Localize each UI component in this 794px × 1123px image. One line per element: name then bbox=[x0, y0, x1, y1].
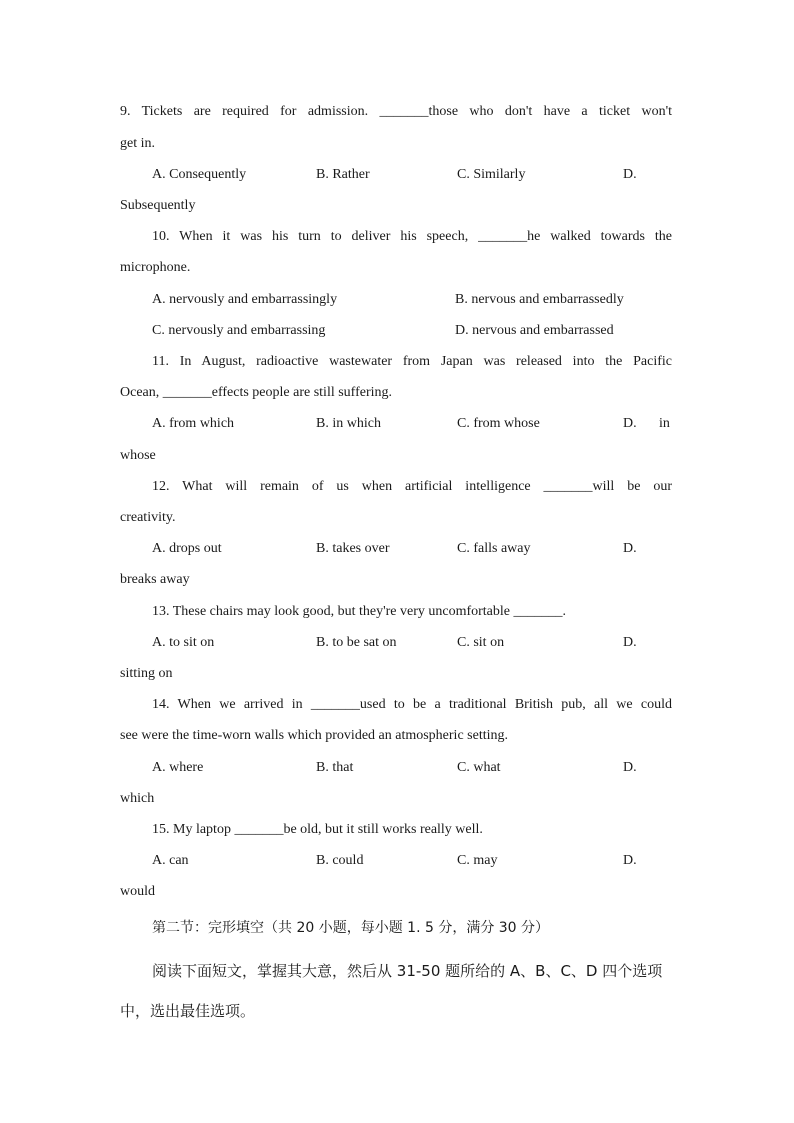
question-15-option-a: A. can bbox=[152, 853, 189, 868]
question-15-stem: 15. My laptop _______be old, but it still works really well. bbox=[152, 822, 483, 837]
question-10-option-b: B. nervous and embarrassedly bbox=[455, 292, 624, 307]
section-heading: 第二节：完形填空（共 20 小题，每小题 1. 5 分，满分 30 分） bbox=[152, 920, 550, 936]
question-9-stem: 9. Tickets are required for admission. _______those who don't have a ticket won't bbox=[120, 104, 672, 119]
question-13-option-d: D. bbox=[623, 635, 637, 650]
question-11-option-c: C. from whose bbox=[457, 416, 540, 431]
question-10-option-a: A. nervously and embarrassingly bbox=[152, 292, 338, 307]
question-9-option-a: A. Consequently bbox=[152, 167, 247, 182]
section-instruction-cont: 中，选出最佳选项。 bbox=[120, 1002, 256, 1020]
question-14-option-c: C. what bbox=[457, 760, 501, 775]
question-10-option-c: C. nervously and embarrassing bbox=[152, 323, 326, 338]
question-9-option-d: D. bbox=[623, 167, 637, 182]
question-9-option-b: B. Rather bbox=[316, 167, 370, 182]
question-9-option-d-text: Subsequently bbox=[120, 198, 196, 213]
question-9-option-c: C. Similarly bbox=[457, 167, 526, 182]
question-14-option-b: B. that bbox=[316, 760, 354, 775]
question-12-stem: 12. What will remain of us when artificial intelligence _______will be our bbox=[152, 479, 672, 494]
question-10-stem: 10. When it was his turn to deliver his speech, _______he walked towards the bbox=[152, 229, 672, 244]
question-13-option-c: C. sit on bbox=[457, 635, 505, 650]
question-11-option-a: A. from which bbox=[152, 416, 235, 431]
question-15-option-c: C. may bbox=[457, 853, 498, 868]
question-15-option-d-text: would bbox=[120, 884, 155, 899]
question-10-option-d: D. nervous and embarrassed bbox=[455, 323, 614, 338]
question-11-stem: 11. In August, radioactive wastewater from Japan was released into the Pacific bbox=[152, 354, 672, 369]
question-11-option-b: B. in which bbox=[316, 416, 381, 431]
question-14-option-d-text: which bbox=[120, 791, 155, 806]
question-12-option-a: A. drops out bbox=[152, 541, 222, 556]
question-12-option-d: D. bbox=[623, 541, 637, 556]
question-11-stem-cont: Ocean, _______effects people are still suffering. bbox=[120, 385, 393, 400]
question-13-stem: 13. These chairs may look good, but they're very uncomfortable _______. bbox=[152, 604, 566, 619]
question-15-option-b: B. could bbox=[316, 853, 364, 868]
question-13-option-b: B. to be sat on bbox=[316, 635, 397, 650]
question-12-stem-cont: creativity. bbox=[120, 510, 176, 525]
section-instruction: 阅读下面短文，掌握其大意，然后从 31-50 题所给的 A、B、C、D 四个选项 bbox=[152, 962, 663, 980]
question-13-option-a: A. to sit on bbox=[152, 635, 215, 650]
question-14-stem: 14. When we arrived in _______used to be a traditional British pub, all we could bbox=[152, 697, 672, 712]
question-13-option-d-text: sitting on bbox=[120, 666, 173, 681]
question-12-option-c: C. falls away bbox=[457, 541, 531, 556]
question-12-option-d-text: breaks away bbox=[120, 572, 190, 587]
question-10-stem-cont: microphone. bbox=[120, 260, 191, 275]
question-15-option-d: D. bbox=[623, 853, 637, 868]
question-9-stem-cont: get in. bbox=[120, 136, 155, 151]
question-14-option-d: D. bbox=[623, 760, 637, 775]
question-14-stem-cont: see were the time-worn walls which provided an atmospheric setting. bbox=[120, 728, 508, 743]
question-12-option-b: B. takes over bbox=[316, 541, 390, 556]
question-11-option-d-word: in bbox=[659, 416, 670, 431]
question-14-option-a: A. where bbox=[152, 760, 204, 775]
question-11-option-d-text: whose bbox=[120, 448, 156, 463]
question-11-option-d: D. bbox=[623, 416, 637, 431]
